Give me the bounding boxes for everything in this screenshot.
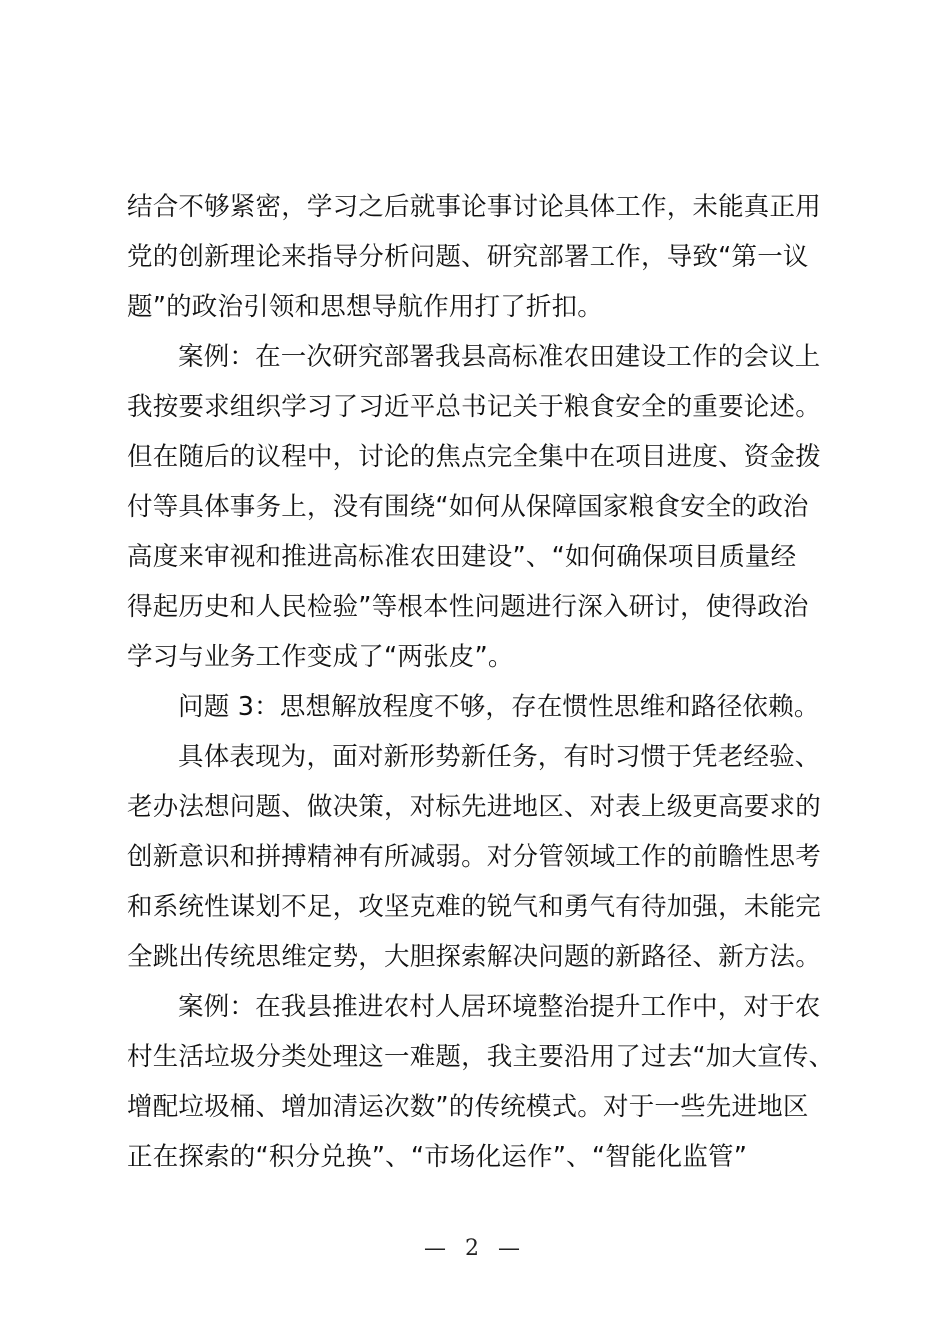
text-line: 但在随后的议程中，讨论的焦点完全集中在项目进度、资金拨	[127, 442, 821, 472]
text-line: 党的创新理论来指导分析问题、研究部署工作，导致“第一议	[127, 242, 809, 272]
text-line: 得起历史和人民检验”等根本性问题进行深入研讨，使得政治	[127, 592, 809, 622]
text-line: 正在探索的“积分兑换”、“市场化运作”、“智能化监管”	[127, 1142, 748, 1172]
text-line: 结合不够紧密，学习之后就事论事讨论具体工作，未能真正用	[127, 192, 821, 222]
text-line: 老办法想问题、做决策，对标先进地区、对表上级更高要求的	[127, 792, 821, 822]
text-line: 高度来审视和推进高标准农田建设”、“如何确保项目质量经	[127, 542, 797, 572]
page-number: — 2 —	[424, 1236, 526, 1261]
text-line: 题”的政治引领和思想导航作用打了折扣。	[127, 292, 604, 322]
text-line: 问题 3：思想解放程度不够，存在惯性思维和路径依赖。	[178, 692, 820, 722]
text-line: 付等具体事务上，没有围绕“如何从保障国家粮食安全的政治	[127, 492, 809, 522]
text-line: 案例：在我县推进农村人居环境整治提升工作中，对于农	[178, 992, 821, 1022]
text-line: 案例：在一次研究部署我县高标准农田建设工作的会议上	[178, 342, 821, 372]
text-line: 全跳出传统思维定势，大胆探索解决问题的新路径、新方法。	[127, 942, 821, 972]
text-line: 具体表现为，面对新形势新任务，有时习惯于凭老经验、	[178, 742, 821, 772]
text-line: 创新意识和拼搏精神有所减弱。对分管领域工作的前瞻性思考	[127, 842, 821, 872]
text-line: 增配垃圾桶、增加清运次数”的传统模式。对于一些先进地区	[127, 1092, 809, 1122]
text-line: 学习与业务工作变成了“两张皮”。	[127, 642, 514, 672]
text-line: 和系统性谋划不足，攻坚克难的锐气和勇气有待加强，未能完	[127, 892, 821, 922]
text-line: 我按要求组织学习了习近平总书记关于粮食安全的重要论述。	[127, 392, 821, 422]
document-body	[127, 182, 837, 1182]
text-line: 村生活垃圾分类处理这一难题，我主要沿用了过去“加大宣传、	[127, 1042, 835, 1072]
